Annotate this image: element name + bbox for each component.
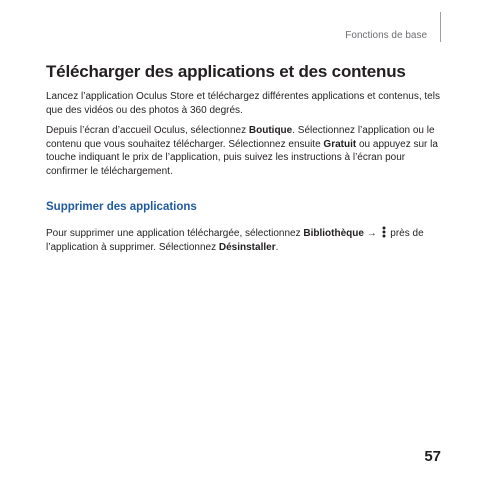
delete-text-3: . [275,241,279,253]
page-title: Télécharger des applications et des contenus [46,62,406,81]
section-title: Supprimer des applications [46,201,197,213]
delete-text-2: près de l’application à supprimer. Sélectionnez [46,228,424,253]
header-divider [440,12,441,42]
boutique-term: Boutique [248,125,293,136]
more-options-icon [381,226,387,238]
arrow-separator: → [363,228,380,239]
instructions-text-2: . Sélectionnez l’application ou le contenu que vous souhaitez télécharger. Sélectionnez ensuite [46,125,435,150]
header-section-label: Fonctions de base [345,30,427,41]
bibliotheque-term: Bibliothèque [303,228,364,239]
instructions-paragraph [46,124,441,178]
desinstaller-term: Désinstaller [218,241,276,253]
instructions-text-3: ou appuyez sur la touche indiquant le prix de l’application, puis suivez les instructions à l’écran pour confirmer le téléchargement. [46,138,438,177]
instructions-text-1: Depuis l’écran d’accueil Oculus, sélectionnez [46,125,249,136]
gratuit-term: Gratuit [323,138,357,150]
delete-text-1: Pour supprimer une application téléchargée, sélectionnez [46,228,304,239]
delete-paragraph [46,226,441,254]
page-number: 57 [424,448,441,465]
intro-paragraph: Lancez l’application Oculus Store et téléchargez différentes applications et contenus, tels que des vidéos ou des photos à 360 degrés. [46,91,440,116]
